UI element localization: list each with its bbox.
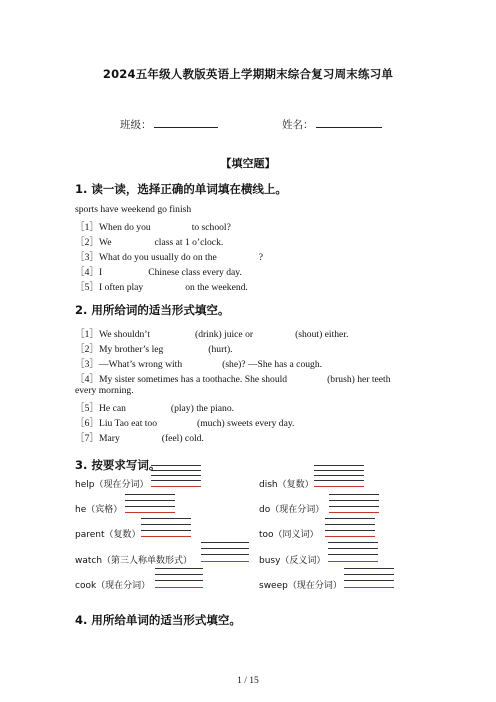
item-text: (play) the piano.: [170, 403, 235, 414]
q2-item-4: [75, 371, 391, 385]
q1-word-bank: sports have weekend go finish: [75, 204, 192, 215]
q2-item-7: [75, 430, 204, 444]
q3-right-item-4: [259, 553, 325, 566]
q2-item-4-continuation: every morning.: [75, 385, 134, 396]
q3-left-item-3: [75, 527, 141, 540]
q1-heading: 1. 读一读，选择正确的单词填在横线上。: [75, 182, 287, 196]
item-text: What do you usually do on the: [98, 252, 217, 263]
item-number: ［1］: [75, 329, 99, 340]
item-text: to school?: [191, 222, 231, 233]
item-number: ［1］: [75, 222, 99, 233]
item-text: He can: [98, 403, 126, 414]
item-text: (much) sweets every day.: [197, 418, 295, 429]
item-text: Liu Tao eat too: [98, 418, 158, 429]
item-text: When do you: [98, 222, 151, 233]
item-text: on the weekend.: [185, 282, 248, 293]
page-number: 1 / 15: [237, 676, 259, 686]
item-text: ?: [258, 252, 264, 263]
q1-item-1: [75, 219, 231, 233]
section-heading: 【填空题】: [220, 157, 276, 170]
q3-right-item-1: [259, 477, 314, 490]
item-text: Chinese class every day.: [148, 267, 242, 278]
item-number: ［5］: [75, 282, 99, 293]
q1-item-2: [75, 234, 223, 248]
q1-item-3: [75, 249, 263, 263]
item-text: I: [98, 267, 103, 278]
item-text: (hurt).: [208, 344, 233, 355]
item-number: ［2］: [75, 237, 99, 248]
item-number: ［3］: [75, 359, 99, 370]
q1-item-4: [75, 264, 242, 278]
q3-right-label: dish（复数）: [259, 480, 314, 490]
class-label: 班级：: [120, 119, 152, 131]
item-number: ［6］: [75, 418, 99, 429]
item-text: Mary: [98, 433, 120, 444]
q2-heading: 2. 用所给词的适当形式填空。: [75, 303, 230, 317]
q2-item-6: [75, 415, 294, 429]
class-field: [120, 117, 218, 132]
item-number: ［2］: [75, 344, 99, 355]
q3-right-item-3: [259, 527, 319, 540]
item-text: class at 1 o’clock.: [154, 237, 224, 248]
q3-left-item-1: [75, 477, 148, 490]
q2-item-2: [75, 341, 233, 355]
item-number: ［4］: [75, 267, 99, 278]
q2-item-1: [75, 326, 348, 340]
q1-item-5: [75, 279, 248, 293]
q2-item-3: [75, 356, 322, 370]
page-title: 2024五年级人教版英语上学期期末综合复习周末练习单: [102, 67, 394, 81]
q3-right-label: too（同义词）: [259, 530, 319, 540]
q3-left-item-4: [75, 553, 192, 566]
item-text: —What’s wrong with: [98, 359, 183, 370]
item-text: (drink) juice or: [195, 329, 254, 340]
item-text: We shouldn’t: [98, 329, 150, 340]
item-text: (feel) cold.: [161, 433, 204, 444]
q4-heading: 4. 用所给单词的适当形式填空。: [75, 613, 241, 627]
q3-heading: 3. 按要求写词。: [75, 458, 161, 472]
q3-right-label: busy（反义词）: [259, 556, 326, 566]
item-number: ［4］: [75, 374, 99, 385]
item-text: We: [98, 237, 112, 248]
name-blank: [316, 118, 382, 128]
q3-left-item-5: [75, 578, 150, 591]
q3-left-label: help（现在分词）: [75, 480, 149, 490]
name-field: [282, 117, 382, 132]
q3-left-item-2: [75, 502, 122, 515]
class-blank: [154, 118, 218, 128]
q3-left-label: he（宾格）: [75, 505, 123, 515]
item-text: My sister sometimes has a toothache. She should: [98, 374, 288, 385]
item-text: (shout) either.: [295, 329, 349, 340]
q3-right-item-2: [259, 502, 324, 515]
q3-right-label: do（现在分词）: [259, 505, 325, 515]
q3-left-label: parent（复数）: [75, 530, 141, 540]
item-number: ［3］: [75, 252, 99, 263]
item-text: (she)? —She has a cough.: [222, 359, 323, 370]
item-number: ［5］: [75, 403, 99, 414]
item-text: My brother’s leg: [98, 344, 164, 355]
item-number: ［7］: [75, 433, 99, 444]
item-text: (brush) her teeth: [327, 374, 391, 385]
q3-left-label: cook（现在分词）: [75, 581, 151, 591]
name-label: 姓名：: [282, 119, 314, 131]
q3-left-label: watch（第三人称单数形式）: [75, 556, 193, 566]
item-text: I often play: [98, 282, 144, 293]
q2-item-5: [75, 400, 234, 414]
q3-right-label: sweep（现在分词）: [259, 581, 342, 591]
q3-right-item-5: [259, 578, 342, 591]
